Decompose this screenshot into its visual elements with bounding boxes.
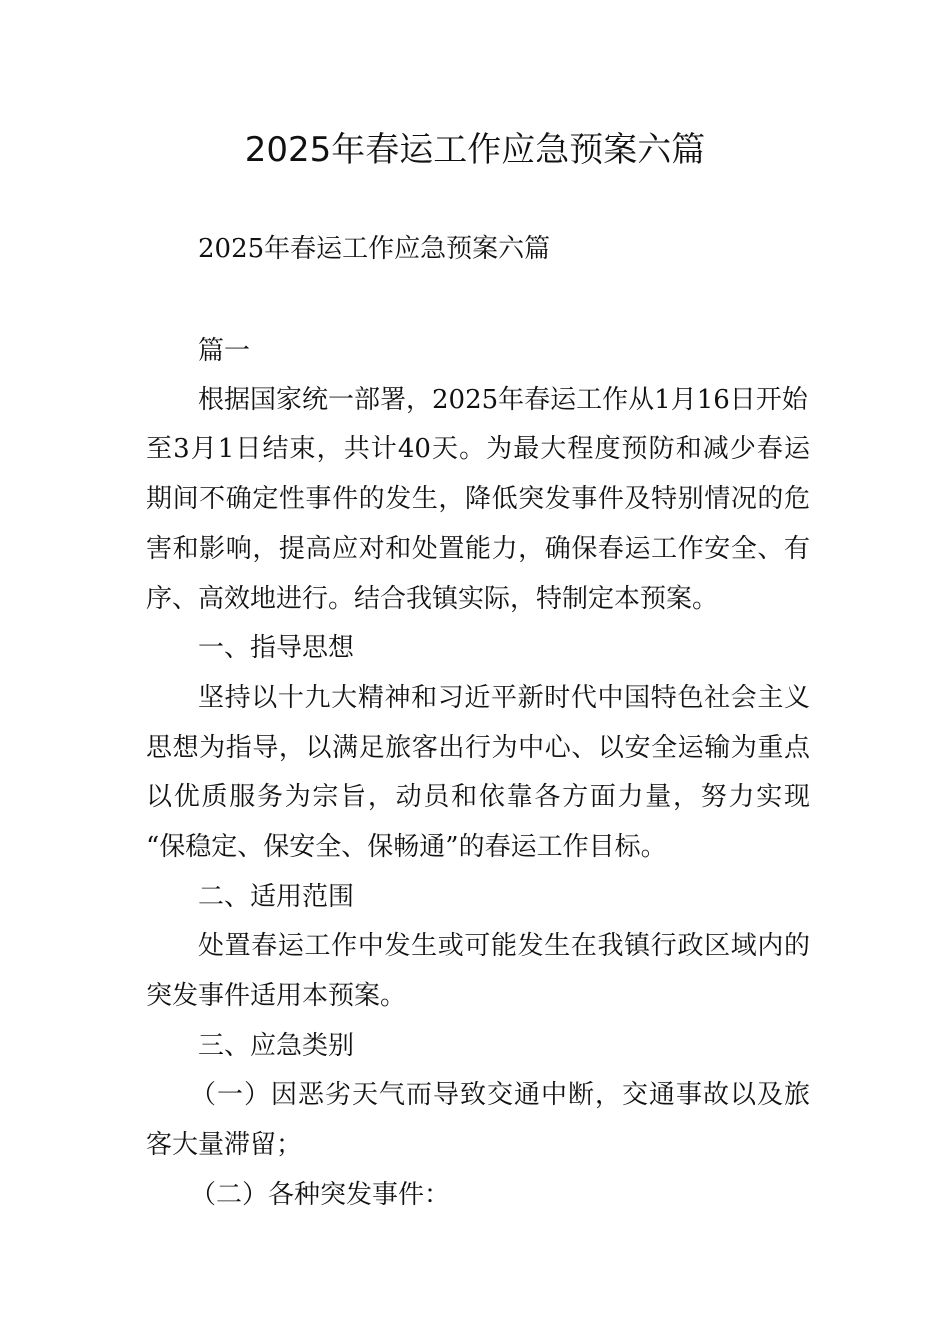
paragraph-line: 突发事件适用本预案。 bbox=[146, 981, 407, 1011]
paragraph-line: （一）因恶劣天气而导致交通中断，交通事故以及旅 bbox=[190, 1080, 810, 1110]
paragraph-line: 思想为指导，以满足旅客出行为中心、以安全运输为重点 bbox=[146, 733, 810, 763]
paragraph-line: 至3月1日结束，共计40天。为最大程度预防和减少春运 bbox=[146, 434, 810, 464]
document-subtitle: 2025年春运工作应急预案六篇 bbox=[198, 234, 551, 264]
document-title: 2025年春运工作应急预案六篇 bbox=[244, 130, 706, 170]
paragraph-line: 坚持以十九大精神和习近平新时代中国特色社会主义 bbox=[198, 683, 810, 713]
section-heading: 三、应急类别 bbox=[198, 1031, 355, 1061]
paragraph-line: 客大量滞留； bbox=[146, 1130, 303, 1160]
paragraph-line: 以优质服务为宗旨，动员和依靠各方面力量，努力实现 bbox=[146, 782, 810, 812]
paragraph-line: 害和影响，提高应对和处置能力，确保春运工作安全、有 bbox=[146, 534, 810, 564]
paragraph-line: 序、高效地进行。结合我镇实际，特制定本预案。 bbox=[146, 584, 719, 614]
section-label: 篇一 bbox=[198, 336, 251, 366]
paragraph-line: 根据国家统一部署，2025年春运工作从1月16日开始 bbox=[198, 385, 808, 415]
paragraph-line: 期间不确定性事件的发生，降低突发事件及特别情况的危 bbox=[146, 484, 810, 514]
section-heading: 二、适用范围 bbox=[198, 882, 355, 912]
paragraph-line: （二）各种突发事件： bbox=[190, 1180, 451, 1210]
paragraph-line: “保稳定、保安全、保畅通”的春运工作目标。 bbox=[146, 832, 667, 862]
section-heading: 一、指导思想 bbox=[198, 633, 355, 663]
paragraph-line: 处置春运工作中发生或可能发生在我镇行政区域内的 bbox=[198, 931, 810, 961]
